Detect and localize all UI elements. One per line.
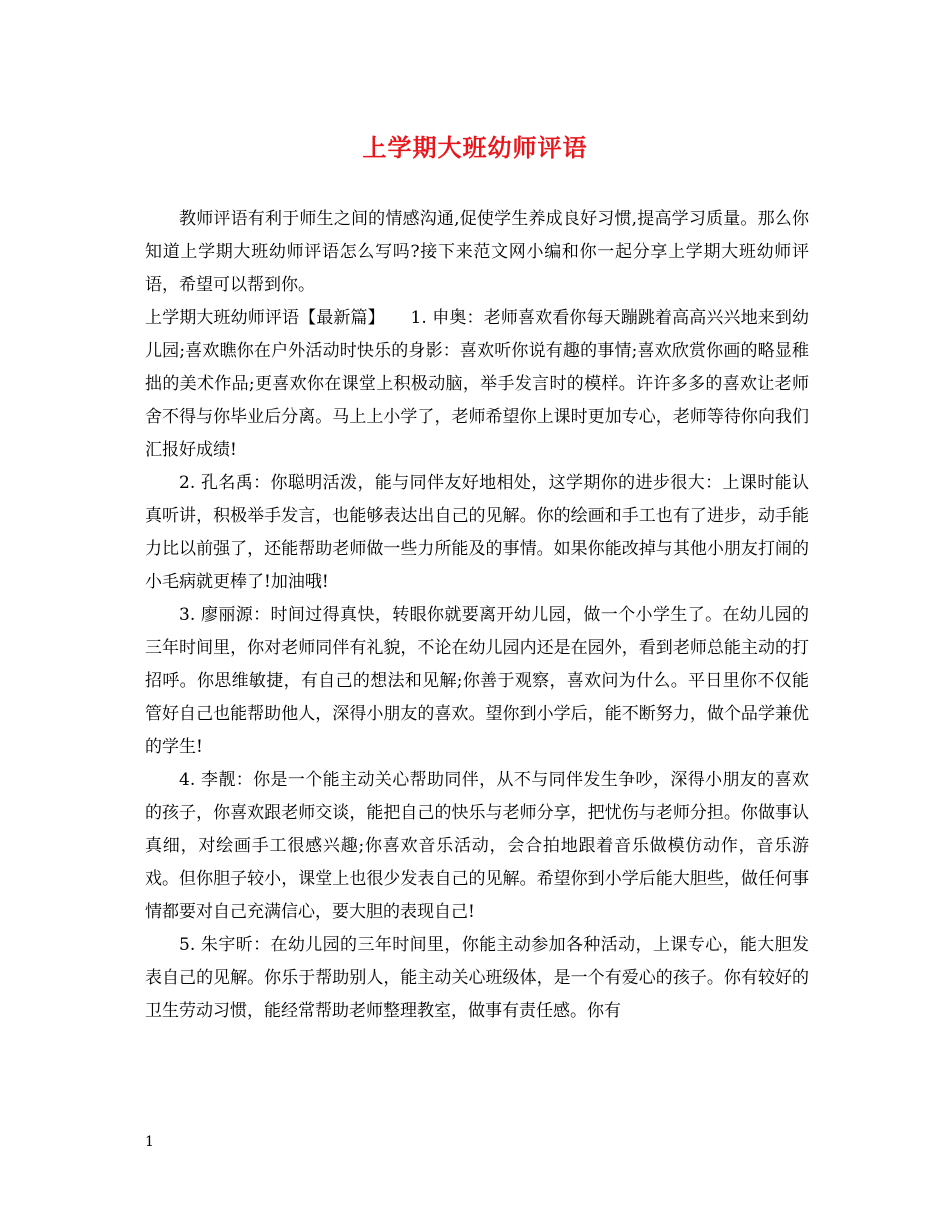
paragraph-item-4: 4. 李靓：你是一个能主动关心帮助同伴，从不与同伴发生争吵，深得小朋友的喜欢的孩子，你喜欢跟老师交谈，能把自己的快乐与老师分享，把忧伤与老师分担。你做事认真细，对绘画手工很感兴趣;你喜欢音乐活动，会合拍地跟着音乐做模仿动作，音乐游戏。但你胆子较小，课堂上也很少发表自己的见解。希望你到小学后能大胆些，做任何事情都要对自己充满信心，要大胆的表现自己! <box>145 770 809 922</box>
paragraph-heading-and-item-1: 上学期大班幼师评语【最新篇】 1. 申奥：老师喜欢看你每天蹦跳着高高兴兴地来到幼儿园;喜欢瞧你在户外活动时快乐的身影：喜欢听你说有趣的事情;喜欢欣赏你画的略显稚拙的美术作品;更喜欢你在课堂上积极动脑，举手发言时的模样。许许多多的喜欢让老师舍不得与你毕业后分离。马上上小学了，老师希望你上课时更加专心，老师等待你向我们汇报好成绩! <box>145 308 809 460</box>
paragraph-item-2: 2. 孔名禹：你聪明活泼，能与同伴友好地相处，这学期你的进步很大：上课时能认真听讲，积极举手发言，也能够表达出自己的见解。你的绘画和手工也有了进步，动手能力比以前强了，还能帮助老师做一些力所能及的事情。如果你能改掉与其他小朋友打闹的小毛病就更棒了!加油哦! <box>145 473 809 592</box>
document-body <box>145 203 809 1028</box>
page-number: 1 <box>145 1134 154 1150</box>
document-title: 上学期大班幼师评语 <box>362 133 588 162</box>
paragraph-item-3: 3. 廖丽源：时间过得真快，转眼你就要离开幼儿园，做一个小学生了。在幼儿园的三年时间里，你对老师同伴有礼貌，不论在幼儿园内还是在园外，看到老师总能主动的打招呼。你思维敏捷，有自己的想法和见解;你善于观察，喜欢问为什么。平日里你不仅能管好自己也能帮助他人，深得小朋友的喜欢。望你到小学后，能不断努力，做个品学兼优的学生! <box>145 605 809 757</box>
paragraph-item-5: 5. 朱宇昕：在幼儿园的三年时间里，你能主动参加各种活动，上课专心，能大胆发表自己的见解。你乐于帮助别人，能主动关心班级体，是一个有爱心的孩子。你有较好的卫生劳动习惯，能经常帮助老师整理教室，做事有责任感。你有 <box>145 935 809 1021</box>
paragraph-intro: 教师评语有利于师生之间的情感沟通,促使学生养成良好习惯,提高学习质量。那么你知道上学期大班幼师评语怎么写吗?接下来范文网小编和你一起分享上学期大班幼师评语，希望可以帮到你。 <box>145 209 809 295</box>
